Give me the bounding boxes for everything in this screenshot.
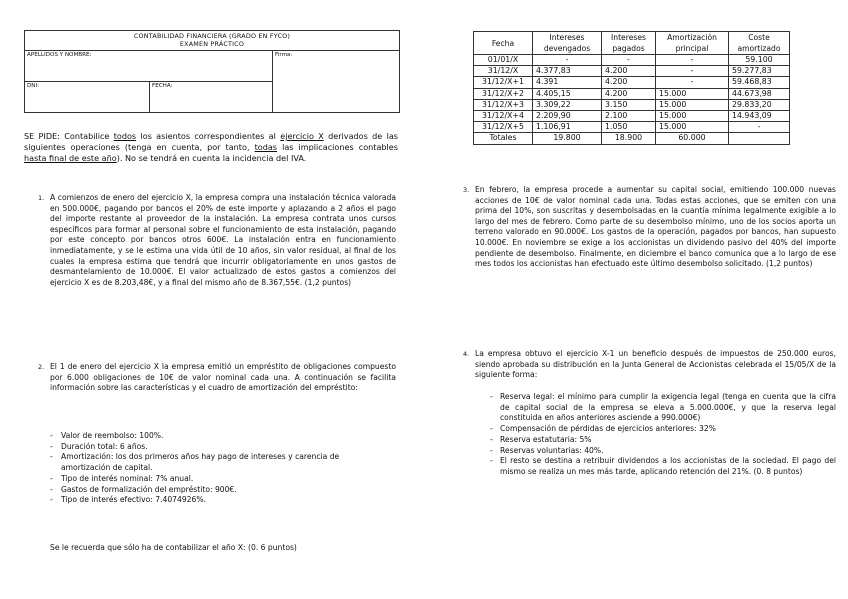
table-row [474, 122, 790, 133]
table-cell [729, 133, 790, 144]
question-number: 4. [463, 350, 470, 358]
table-row [474, 111, 790, 122]
table-cell: 31/12/X+1 [474, 77, 533, 88]
date-label: FECHA: [152, 83, 173, 89]
table-cell: 31/12/X+5 [474, 122, 533, 133]
table-cell: 01/01/X [474, 55, 533, 66]
instr-underline: todos [113, 131, 137, 141]
table-cell: - [602, 55, 656, 66]
question-text: La empresa obtuvo el ejercicio X-1 un beneficio después de impuestos de 250.000 euros, siendo aprobada su distribución en la Junta General de Accionistas celebrada el 15/05/X de la siguiente forma: [475, 349, 836, 380]
table-cell: 1.050 [602, 122, 656, 133]
table-cell: 4.405,15 [533, 88, 602, 99]
list-item: - Reserva estatutaria: 5% [490, 435, 836, 446]
instr-text: los asientos correspondientes al [136, 131, 281, 141]
instr-text: derivados de las siguientes operaciones (tenga en cuenta, por tanto, [24, 131, 398, 153]
table-cell: 19.800 [533, 133, 602, 144]
list-item: - Duración total: 6 años. [50, 442, 380, 453]
table-cell: 15.000 [656, 122, 729, 133]
list-item: - Reservas voluntarias: 40%. [490, 446, 836, 457]
list-item: - Tipo de interés efectivo: 7.4074926%. [50, 495, 380, 506]
table-totals-row [474, 133, 790, 144]
loan-specs-list [50, 431, 380, 506]
table-cell: 4.200 [602, 77, 656, 88]
table-cell: 2.100 [602, 111, 656, 122]
table-cell: - [656, 77, 729, 88]
table-cell: - [533, 55, 602, 66]
question-text: En febrero, la empresa procede a aumentar su capital social, emitiendo 100.000 nuevas acciones de 10€ de valor nominal cada una. Todas estas acciones, que se emiten con una prima del 10%, son suscritas y desembolsadas en la cuantía mínima legalmente exigible a lo largo del mes de febrero. Como parte de su desembolso mínimo, uno de los socios aporta un terreno valorado en 90.000€. Los gastos de la operación, pagados por bancos, han supuesto 10.000€. En noviembre se exige a los accionistas un dividendo pasivo del 40% del importe pendiente de desembolso. Finalmente, en diciembre el banco comunica que a lo largo de ese mes todos los accionistas han efectuado este último desembolso solicitado. (1,2 puntos) [475, 185, 836, 269]
column-header [474, 32, 533, 55]
header-text: Intereses [549, 33, 585, 42]
header-text: principal [675, 44, 709, 53]
question-number: 3. [463, 186, 470, 194]
instructions [24, 131, 398, 165]
column-header [656, 32, 729, 55]
exam-title-line2: EXAMEN PRÁCTICO [179, 40, 245, 48]
header-text: Amortización [667, 33, 717, 42]
table-cell: 15.000 [656, 99, 729, 110]
date-field[interactable] [150, 82, 273, 113]
list-item: - Gastos de formalización del empréstito: 900€. [50, 485, 380, 496]
table-row [474, 77, 790, 88]
table-cell: 4.391 [533, 77, 602, 88]
table-cell: 15.000 [656, 88, 729, 99]
dni-label: DNI: [27, 83, 40, 89]
list-item: - Amortización: los dos primeros años hay pago de intereses y carencia de amortización de capital. [50, 452, 380, 473]
exam-title-line1: CONTABILIDAD FINANCIERA (GRADO EN FYCO) [133, 32, 291, 40]
name-field[interactable] [25, 51, 273, 82]
question-2-closing: Se le recuerda que sólo ha de contabilizar el año X: (0. 6 puntos) [50, 543, 297, 552]
table-row [474, 55, 790, 66]
column-header [533, 32, 602, 55]
instr-underline: hasta final de este año [24, 153, 117, 164]
signature-field[interactable] [273, 51, 400, 113]
profit-distribution-list [490, 392, 836, 478]
instr-text: SE PIDE: Contabilice [24, 131, 114, 141]
table-cell: 60.000 [656, 133, 729, 144]
list-item: - Tipo de interés nominal: 7% anual. [50, 474, 380, 485]
student-header-box [24, 30, 400, 113]
question-3 [463, 185, 836, 270]
table-cell: - [729, 122, 790, 133]
instr-underline: todas [254, 142, 278, 153]
header-text: Coste [748, 33, 770, 42]
list-item: - El resto se destina a retribuir dividendos a los accionistas de la sociedad. El pago del mismo se realiza un mes más tarde, aplicando retención del 21%. (0. 8 puntos) [490, 456, 836, 477]
table-cell: 31/12/X+4 [474, 111, 533, 122]
table-cell: Totales [474, 133, 533, 144]
table-cell: 18.900 [602, 133, 656, 144]
question-number: 1. [38, 194, 45, 202]
table-cell: 4.200 [602, 66, 656, 77]
amortization-table [473, 31, 790, 145]
signature-label: Firma: [275, 52, 293, 58]
table-cell: 3.150 [602, 99, 656, 110]
instr-underline: ejercicio X [280, 131, 324, 141]
table-cell: 14.943,09 [729, 111, 790, 122]
header-text: Fecha [491, 38, 515, 48]
exam-title [25, 31, 400, 51]
list-item: - Compensación de pérdidas de ejercicios anteriores: 32% [490, 424, 836, 435]
table-cell: 3.309,22 [533, 99, 602, 110]
table-cell: - [656, 55, 729, 66]
list-item: - Reserva legal: el mínimo para cumplir la exigencia legal (tenga en cuenta que la cifra de capital social de la empresa se eleva a 5.000.000€, y que la reserva legal constituida en años anteriores asciende a 990.000€) [490, 392, 836, 424]
table-row [474, 99, 790, 110]
table-cell: 31/12/X+3 [474, 99, 533, 110]
table-cell: 31/12/X [474, 66, 533, 77]
table-cell: 59.468,83 [729, 77, 790, 88]
column-header [602, 32, 656, 55]
header-text: pagados [612, 44, 645, 53]
list-item: - Valor de reembolso: 100%. [50, 431, 380, 442]
table-cell: 59.100 [729, 55, 790, 66]
table-cell: 44.673,98 [729, 88, 790, 99]
table-cell: 4.377,83 [533, 66, 602, 77]
table-cell: 1.106,91 [533, 122, 602, 133]
table-cell: 15.000 [656, 111, 729, 122]
table-row [474, 66, 790, 77]
table-header-row [474, 32, 790, 55]
question-4 [463, 349, 836, 381]
question-1 [38, 193, 396, 288]
question-2 [38, 362, 396, 394]
question-text: A comienzos de enero del ejercicio X, la empresa compra una instalación técnica valorada en 500.000€, pagando por bancos el 20% de este importe y aplazando a 2 años el pago del importe restante al proveedor de la instalación. La empresa contrata unos cursos específicos para formar al personal sobre el funcionamiento de esta instalación, pagando por este concepto por bancos otros 600€. La instalación entra en funcionamiento inmediatamente, y se le estima una vida útil de 10 años, sin valor residual, al final de los cuales la empresa estima que tendrá que incurrir obligatoriamente en unos gastos de desmantelamiento de 10.000€. El valor actualizado de estos gastos a comienzos del ejercicio X es de 8.203,48€, y a final del mismo año de 8.367,55€. (1,2 puntos) [50, 193, 396, 287]
header-text: Intereses [611, 33, 646, 42]
table-cell: 4.200 [602, 88, 656, 99]
header-text: amortizado [737, 44, 781, 53]
question-number: 2. [38, 363, 45, 371]
instr-text: ). No se tendrá en cuenta la incidencia del IVA. [116, 153, 307, 164]
dni-field[interactable] [25, 82, 150, 113]
table-cell: 2.209,90 [533, 111, 602, 122]
table-cell: - [656, 66, 729, 77]
instr-text: las implicaciones contables [277, 142, 398, 153]
table-cell: 31/12/X+2 [474, 88, 533, 99]
question-text: El 1 de enero del ejercicio X la empresa emitió un empréstito de obligaciones compuesto por 6.000 obligaciones de 10€ de valor nominal cada una. A continuación se facilita información sobre las características y el cuadro de amortización del empréstito: [50, 362, 396, 393]
table-cell: 29.833,20 [729, 99, 790, 110]
column-header [729, 32, 790, 55]
table-cell: 59.277,83 [729, 66, 790, 77]
name-label: APELLIDOS Y NOMBRE: [27, 52, 92, 58]
table-row [474, 88, 790, 99]
header-text: devengados [543, 44, 591, 53]
